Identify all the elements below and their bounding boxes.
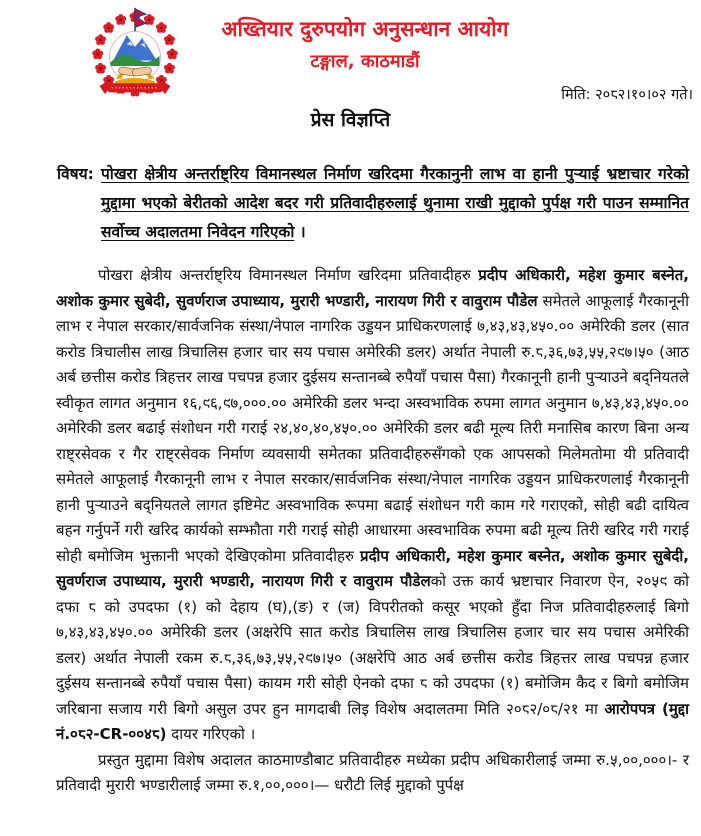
subject-body (101, 160, 689, 247)
org-address: टङ्गाल, काठमाडौं (310, 51, 420, 72)
subject-terminator: । (294, 223, 306, 241)
document-header (0, 0, 701, 150)
para1-details-1: समेतले आफूलाई गैरकानूनी लाभ र नेपाल सरकार/सार्वजनिक संस्था/नेपाल नागरिक उड्डयन प्राधिकरणलाई ७,४३,४३,४५०.०० अमेरिकी डलर (सात करोड त्रिचालीस लाख त्रिचालिस हजार चार सय पचास अमेरिकी डलर) अर्थात नेपाली रु.८,३६,७३,५५,२९७।५० (आठ अर्ब छत्तीस करोड त्रिहत्तर लाख पचपन्न हजार दुईसय सन्तानब्बे रुपैयाँ पचास पैसा) गैरकानूनी हानी पुऱ्याउने बद्नियतले स्वीकृत लागत अनुमान १६,९६,९७,०००.०० अमेरिकी डलर भन्दा अस्वभाविक रुपमा लागत अनुमान ७,४३,४३,४५०.०० अमेरिकी डलर बढाई संशोधन गरी गराई २४,४०,४०,४५०.०० अमेरिकी डलर बढी मूल्य तिरी मनासिब कारण बिना अन्य राष्ट्रसेवक र गैर राष्ट्रसेवक निर्माण व्यवसायी समेतका प्रतिवादीहरुसँगको एक आपसको मिलेमतोमा यी प्रतिवादी समेतले आफूलाई गैरकानूनी लाभ र नेपाल सरकार/सार्वजनिक संस्था/नेपाल नागरिक उड्डयन प्राधिकरणलाई गैरकानूनी हानी पुऱ्याउने बद्नियतले लागत इष्टिमेट अस्वभाविक रूपमा बढाई संशोधन गरी काम गरे गराएको, सोही बढी दायित्व बहन गर्नुपर्ने गरी खरिद कार्यको सम्झौता गरी गराई सोही आधारमा अस्वभाविक रुपमा बढी मूल्य तिरी खरिद गरी गराई सोही बमोजिम भुक्तानी भएको देखिएकोमा प्रतिवादीहरु (56, 291, 689, 565)
org-name-block (165, 16, 565, 74)
para1-details-2: को उक्त कार्य भ्रष्टाचार निवारण ऐन, २०५९ को दफा ८ को उपदफा (१) को देहाय (घ),(ङ) र (ज) विपरीतको कसूर भएको हुँदा निज प्रतिवादीहरुलाई बिगो ७,४३,४३,४५०.०० अमेरिकी डलर (अक्षरेपि सात करोड त्रिचालिस लाख त्रिचालिस हजार चार सय पचास अमेरिकी डलर) अर्थात नेपाली रकम रु.८,३६,७३,५५,२९७।५० (अक्षरेपि आठ अर्ब छत्तीस करोड त्रिहत्तर लाख पचपन्न हजार दुईसय सन्तानब्बे रुपैयाँ पचास पैसा) कायम गरी सोही ऐनको दफा ८ को उपदफा (१) बमोजिम कैद र बिगो बमोजिम जरिबाना सजाय गरी बिगो असुल उपर हुन मागदाबी लिइ विशेष अदालतमा मिति २०८२/०८/२१ मा (56, 572, 689, 718)
document-title: प्रेस विज्ञप्ति (310, 109, 391, 131)
defendant-names-bold-2: प्रदीप अधिकारी, महेश कुमार बस्नेत, अशोक कुमार सुबेदी, सुवर्णराज उपाध्याय, मुरारी भण्डारी, नारायण गिरी र वावुराम पौडेल (56, 546, 689, 590)
date-line: मिति: २०८२।१०।०२ गते। (561, 87, 693, 103)
para1-intro: पोखरा क्षेत्रीय अन्तर्राष्ट्रिय विमानस्थल निर्माण खरिदमा प्रतिवादीहरु (98, 266, 479, 284)
paragraph-court-order (56, 748, 689, 799)
subject-label: विषय: (57, 165, 94, 183)
para2-text: प्रस्तुत मुद्दामा विशेष अदालत काठमाण्डौबाट प्रतिवादीहरु मध्येका प्रदीप अधिकारीलाई जम्मा रु.५,००,०००।- र प्रतिवादी मुरारी भण्डारीलाई जम्मा रु.१,००,०००।— धरौटी लिई मुद्दाको पुर्पक्ष (56, 750, 689, 794)
document-body (56, 263, 689, 799)
chargesheet-case-number-bold: आरोपपत्र (मुद्दा नं.०८२-CR-००४८) (56, 699, 689, 743)
paragraph-charge-details (56, 263, 689, 748)
org-name: अख्तियार दुरुपयोग अनुसन्धान आयोग (221, 17, 509, 41)
subject-text: पोखरा क्षेत्रीय अन्तर्राष्ट्रिय विमानस्थल निर्माण खरिदमा गैरकानुनी लाभ वा हानी पुऱ्याई भ्रष्टाचार गरेको मुद्दामा भएको बेरीतको आदेश बदर गरी प्रतिवादीहरुलाई थुनामा राखी मुद्दाको पुर्पक्ष गरी पाउन सम्मानित सर्वोच्च अदालतमा निवेदन गरिएको (101, 165, 689, 241)
defendant-names-bold-1: प्रदीप अधिकारी, महेश कुमार बस्नेत, अशोक कुमार सुबेदी, सुवर्णराज उपाध्याय, मुरारी भण्डारी, नारायण गिरी र वावुराम पौडेल (56, 266, 689, 310)
subject-block (57, 160, 689, 247)
para1-closing: दायर गरिएको । (166, 725, 256, 743)
